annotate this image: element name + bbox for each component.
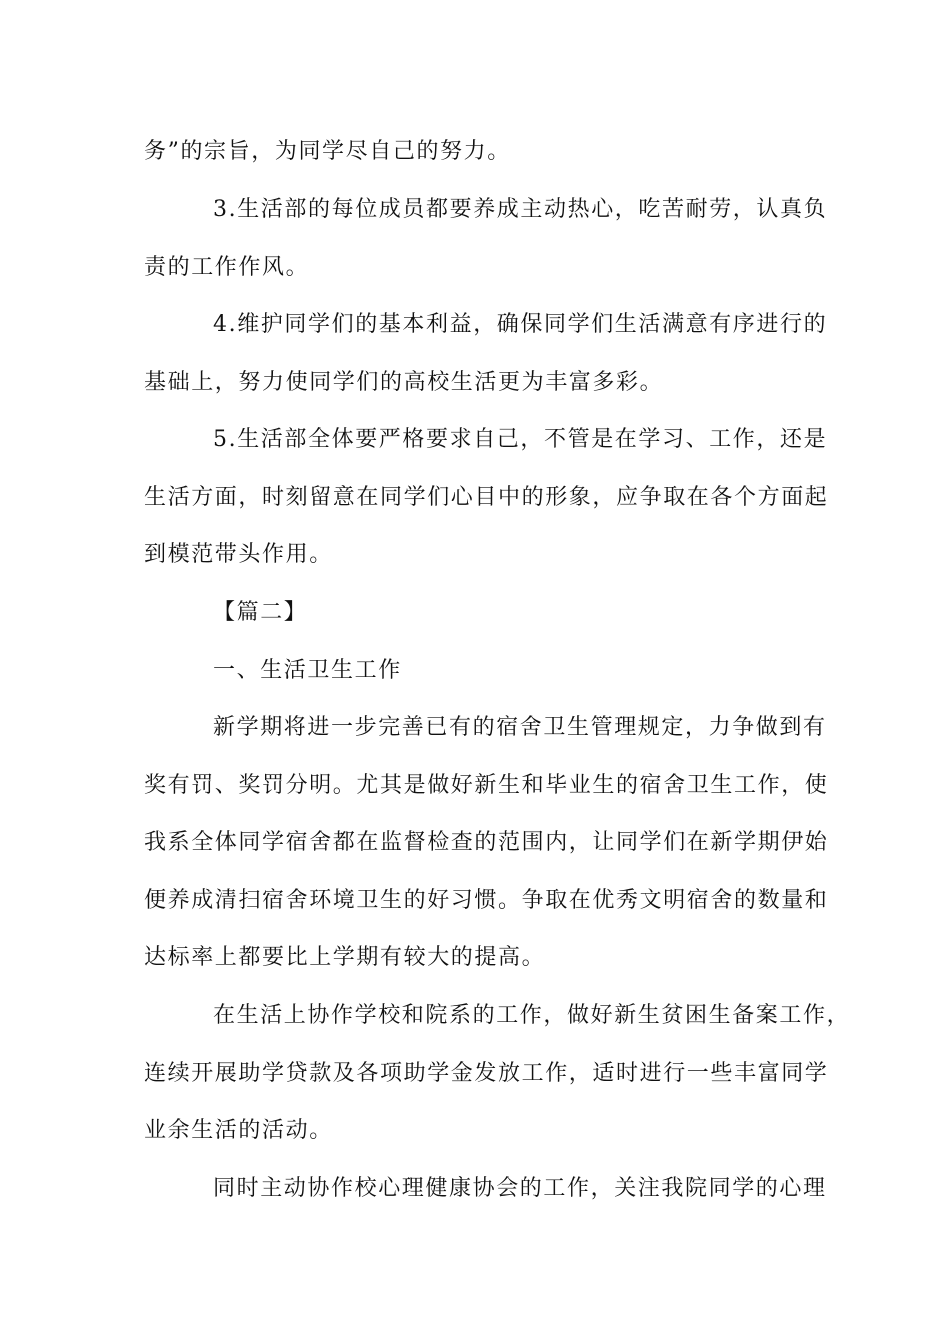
text-line: 奖有罚、奖罚分明。尤其是做好新生和毕业生的宿舍卫生工作，使 [144, 773, 829, 798]
text-line: 便养成清扫宿舍环境卫生的好习惯。争取在优秀文明宿舍的数量和 [144, 888, 829, 913]
section-heading: 【篇二】 [213, 600, 308, 625]
list-item-4: 4.维护同学们的基本利益，确保同学们生活满意有序进行的 [213, 312, 828, 337]
paragraph-start: 同时主动协作校心理健康协会的工作，关注我院同学的心理 [213, 1176, 827, 1201]
text-line: 务”的宗旨，为同学尽自己的努力。 [144, 139, 511, 164]
text-line: 责的工作作风。 [144, 255, 310, 280]
text-line: 生活方面，时刻留意在同学们心目中的形象，应争取在各个方面起 [144, 485, 829, 510]
list-item-3: 3.生活部的每位成员都要养成主动热心，吃苦耐劳，认真负 [213, 197, 828, 222]
text-line: 到模范带头作用。 [144, 542, 333, 567]
paragraph-start: 在生活上协作学校和院系的工作，做好新生贫困生备案工作， [213, 1003, 851, 1028]
paragraph-start: 新学期将进一步完善已有的宿舍卫生管理规定，力争做到有 [213, 715, 827, 740]
text-line: 连续开展助学贷款及各项助学金发放工作，适时进行一些丰富同学 [144, 1061, 829, 1086]
text-line: 我系全体同学宿舍都在监督检查的范围内，让同学们在新学期伊始 [144, 830, 829, 855]
subsection-heading: 一、生活卫生工作 [213, 658, 402, 683]
text-line: 达标率上都要比上学期有较大的提高。 [144, 945, 546, 970]
text-line: 基础上，努力使同学们的高校生活更为丰富多彩。 [144, 370, 664, 395]
list-item-5: 5.生活部全体要严格要求自己，不管是在学习、工作，还是 [213, 427, 828, 452]
text-line: 业余生活的活动。 [144, 1118, 333, 1143]
